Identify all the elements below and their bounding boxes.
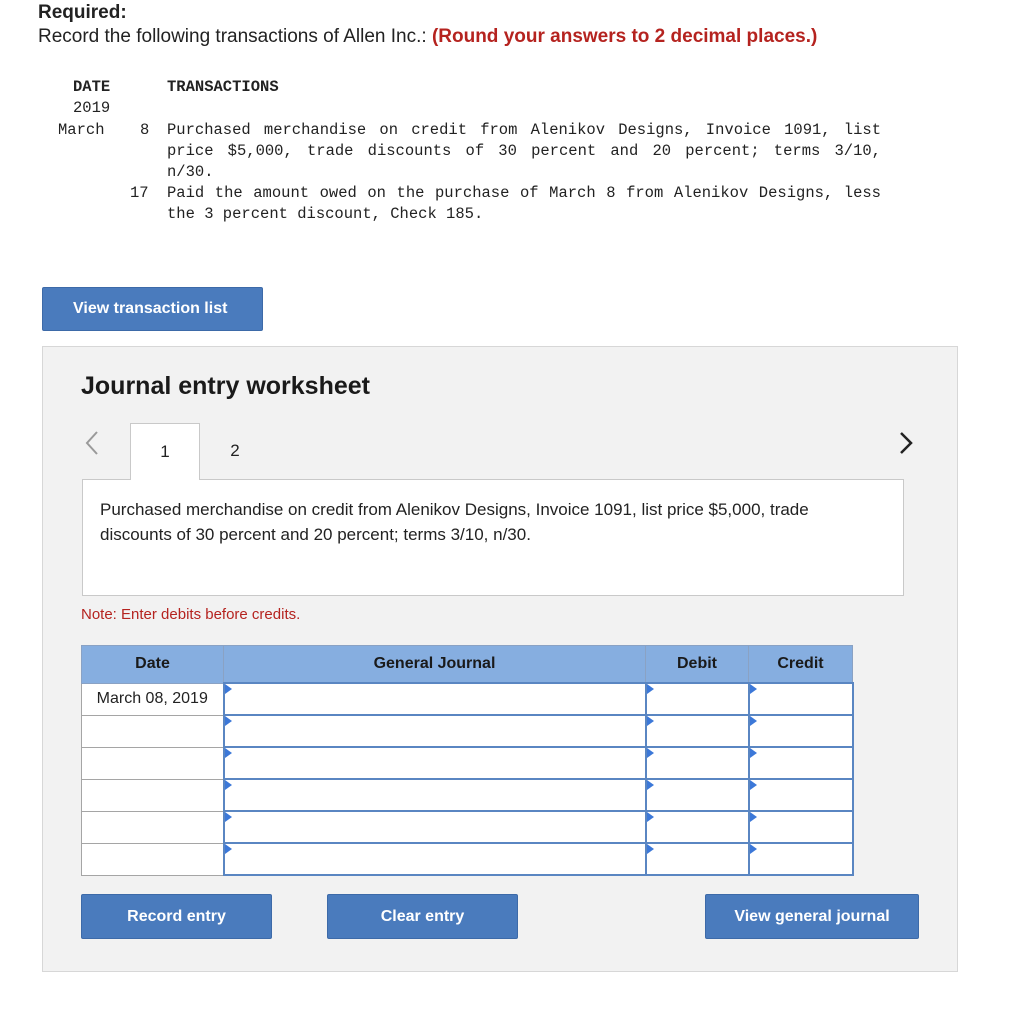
debit-input[interactable] bbox=[646, 683, 749, 715]
dropdown-marker-icon bbox=[225, 780, 232, 790]
debits-note: Note: Enter debits before credits. bbox=[81, 606, 301, 623]
debit-input[interactable] bbox=[646, 779, 749, 811]
date-cell bbox=[82, 811, 224, 843]
transaction-day: 17 bbox=[130, 184, 149, 202]
account-input[interactable] bbox=[224, 683, 646, 715]
transaction-day: 8 bbox=[140, 121, 150, 139]
credit-input[interactable] bbox=[749, 747, 853, 779]
chevron-left-svg bbox=[84, 430, 100, 456]
general-journal-column-header: General Journal bbox=[224, 646, 646, 684]
credit-input[interactable] bbox=[749, 715, 853, 747]
transactions-year: 2019 bbox=[73, 99, 111, 117]
debit-column-header: Debit bbox=[646, 646, 749, 684]
dropdown-marker-icon bbox=[647, 748, 654, 758]
rounding-note: (Round your answers to 2 decimal places.) bbox=[431, 26, 818, 47]
debit-input[interactable] bbox=[646, 811, 749, 843]
account-input[interactable] bbox=[224, 747, 646, 779]
dropdown-marker-icon bbox=[750, 748, 757, 758]
credit-input[interactable] bbox=[749, 779, 853, 811]
dropdown-marker-icon bbox=[750, 844, 757, 854]
transactions-date-header: DATE bbox=[73, 78, 111, 96]
view-transaction-list-button[interactable]: View transaction list bbox=[42, 287, 263, 331]
transactions-month: March bbox=[58, 121, 105, 139]
tab-1[interactable]: 1 bbox=[130, 423, 200, 480]
account-input[interactable] bbox=[224, 811, 646, 843]
table-row bbox=[82, 843, 853, 875]
dropdown-marker-icon bbox=[225, 844, 232, 854]
credit-input[interactable] bbox=[749, 811, 853, 843]
table-row bbox=[82, 715, 853, 747]
journal-header-row bbox=[82, 646, 853, 684]
required-label: Required: bbox=[38, 2, 127, 23]
account-input[interactable] bbox=[224, 779, 646, 811]
table-row bbox=[82, 747, 853, 779]
dropdown-marker-icon bbox=[225, 684, 232, 694]
date-cell bbox=[82, 779, 224, 811]
dropdown-marker-icon bbox=[750, 812, 757, 822]
chevron-right-svg bbox=[898, 430, 914, 456]
dropdown-marker-icon bbox=[647, 812, 654, 822]
date-cell bbox=[82, 715, 224, 747]
credit-input[interactable] bbox=[749, 683, 853, 715]
credit-input[interactable] bbox=[749, 843, 853, 875]
chevron-left-icon[interactable] bbox=[84, 430, 100, 461]
worksheet-title: Journal entry worksheet bbox=[81, 372, 370, 400]
journal-table bbox=[81, 645, 854, 876]
chevron-right-icon[interactable] bbox=[898, 430, 914, 461]
instruction-text: Record the following transactions of Allen Inc.: bbox=[38, 26, 432, 47]
table-row bbox=[82, 683, 853, 715]
dropdown-marker-icon bbox=[647, 844, 654, 854]
dropdown-marker-icon bbox=[647, 684, 654, 694]
dropdown-marker-icon bbox=[750, 716, 757, 726]
tab-2[interactable]: 2 bbox=[230, 441, 240, 460]
record-entry-button[interactable]: Record entry bbox=[81, 894, 272, 939]
dropdown-marker-icon bbox=[225, 716, 232, 726]
instruction bbox=[38, 26, 817, 48]
dropdown-marker-icon bbox=[647, 780, 654, 790]
date-cell: March 08, 2019 bbox=[82, 683, 224, 715]
view-general-journal-button[interactable]: View general journal bbox=[705, 894, 919, 939]
dropdown-marker-icon bbox=[750, 780, 757, 790]
date-cell bbox=[82, 843, 224, 875]
date-column-header: Date bbox=[82, 646, 224, 684]
table-row bbox=[82, 811, 853, 843]
clear-entry-button[interactable]: Clear entry bbox=[327, 894, 518, 939]
dropdown-marker-icon bbox=[750, 684, 757, 694]
table-row bbox=[82, 779, 853, 811]
debit-input[interactable] bbox=[646, 843, 749, 875]
transaction-description: Paid the amount owed on the purchase of March 8 from Alenikov Designs, less the 3 percent discount, Check 185. bbox=[167, 184, 881, 223]
date-cell bbox=[82, 747, 224, 779]
account-input[interactable] bbox=[224, 843, 646, 875]
dropdown-marker-icon bbox=[225, 812, 232, 822]
transactions-header: TRANSACTIONS bbox=[167, 78, 279, 96]
debit-input[interactable] bbox=[646, 747, 749, 779]
transaction-description: Purchased merchandise on credit from Alenikov Designs, Invoice 1091, list price $5,000, trade discounts of 30 percent and 20 percent; terms 3/10, n/30. bbox=[167, 121, 881, 181]
debit-input[interactable] bbox=[646, 715, 749, 747]
dropdown-marker-icon bbox=[225, 748, 232, 758]
dropdown-marker-icon bbox=[647, 716, 654, 726]
account-input[interactable] bbox=[224, 715, 646, 747]
entry-description: Purchased merchandise on credit from Alenikov Designs, Invoice 1091, list price $5,000, trade discounts of 30 percent and 20 percent; terms 3/10, n/30. bbox=[100, 500, 809, 544]
credit-column-header: Credit bbox=[749, 646, 853, 684]
